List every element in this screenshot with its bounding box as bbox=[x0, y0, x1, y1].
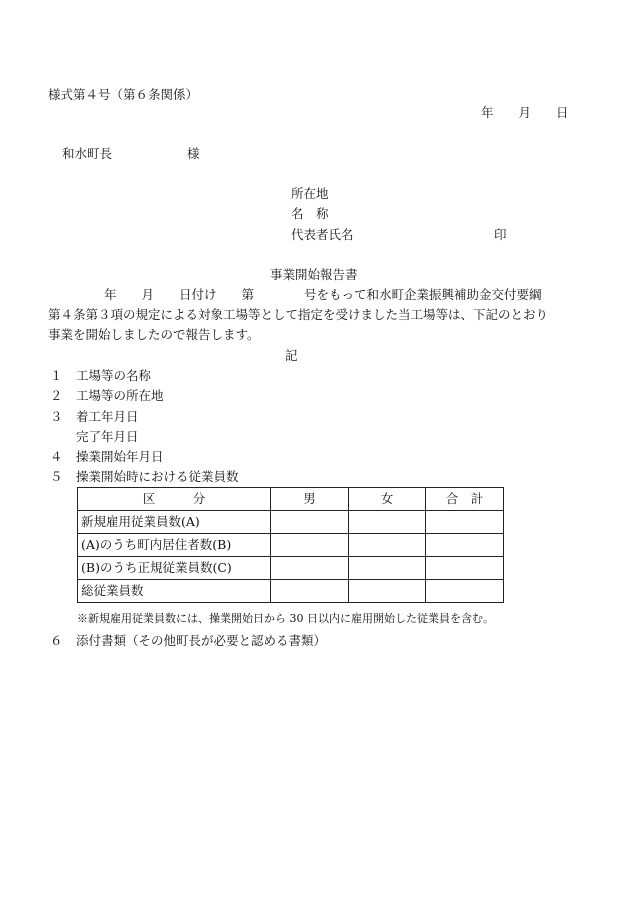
item-operation-start-date: 操業開始年月日 bbox=[76, 449, 164, 464]
body-line-2: 第４条第３項の規定による対象工場等として指定を受けました当工場等は、下記のとおり bbox=[48, 307, 549, 322]
female-cell[interactable] bbox=[349, 534, 426, 557]
item-number: ２ bbox=[50, 388, 63, 403]
female-cell[interactable] bbox=[349, 557, 426, 580]
row-label: (A)のうち町内居住者数(B) bbox=[78, 534, 271, 557]
employee-table bbox=[77, 487, 504, 603]
seal-mark: 印 bbox=[494, 227, 507, 242]
male-cell[interactable] bbox=[271, 534, 349, 557]
table-row bbox=[78, 557, 504, 580]
item-number: ５ bbox=[50, 469, 63, 484]
table-row bbox=[78, 580, 504, 603]
item-number: １ bbox=[50, 368, 63, 383]
header-male: 男 bbox=[271, 488, 349, 511]
item-number: ３ bbox=[50, 409, 63, 424]
total-cell[interactable] bbox=[426, 534, 504, 557]
item-factory-location: 工場等の所在地 bbox=[76, 388, 164, 403]
address-label: 所在地 bbox=[291, 186, 329, 201]
row-label: (B)のうち正規従業員数(C) bbox=[78, 557, 271, 580]
item-attachments: 添付書類（その他町長が必要と認める書類） bbox=[76, 633, 327, 648]
item-factory-name: 工場等の名称 bbox=[76, 368, 152, 383]
table-row bbox=[78, 534, 504, 557]
male-cell[interactable] bbox=[271, 511, 349, 534]
total-cell[interactable] bbox=[426, 580, 504, 603]
total-cell[interactable] bbox=[426, 511, 504, 534]
submission-date: 年 月 日 bbox=[481, 105, 569, 120]
table-row bbox=[78, 511, 504, 534]
form-number: 様式第４号（第６条関係） bbox=[48, 87, 199, 102]
body-line-3: 事業を開始しましたので報告します。 bbox=[48, 327, 260, 342]
company-name-label: 名 称 bbox=[291, 206, 329, 221]
document-title: 事業開始報告書 bbox=[270, 267, 358, 282]
header-female: 女 bbox=[349, 488, 426, 511]
header-total: 合 計 bbox=[426, 488, 504, 511]
female-cell[interactable] bbox=[349, 580, 426, 603]
item-completion-date: 完了年月日 bbox=[76, 429, 139, 444]
item-construction-start-date: 着工年月日 bbox=[76, 409, 139, 424]
male-cell[interactable] bbox=[271, 580, 349, 603]
table-note: ※新規雇用従業員数には、操業開始日から 30 日以内に雇用開始した従業員を含む。 bbox=[77, 612, 494, 625]
row-label: 新規雇用従業員数(A) bbox=[78, 511, 271, 534]
item-employee-count: 操業開始時における従業員数 bbox=[76, 469, 239, 484]
body-line-1: 年 月 日付け 第 号をもって和水町企業振興補助金交付要綱 bbox=[104, 287, 542, 302]
total-cell[interactable] bbox=[426, 557, 504, 580]
table-header-row bbox=[78, 488, 504, 511]
header-category: 区 分 bbox=[78, 488, 271, 511]
female-cell[interactable] bbox=[349, 511, 426, 534]
row-label: 総従業員数 bbox=[78, 580, 271, 603]
ki-heading: 記 bbox=[285, 348, 298, 363]
item-number: ４ bbox=[50, 449, 63, 464]
representative-label: 代表者氏名 bbox=[291, 227, 354, 242]
addressee: 和水町長 様 bbox=[62, 146, 200, 161]
male-cell[interactable] bbox=[271, 557, 349, 580]
item-number: ６ bbox=[50, 633, 63, 648]
